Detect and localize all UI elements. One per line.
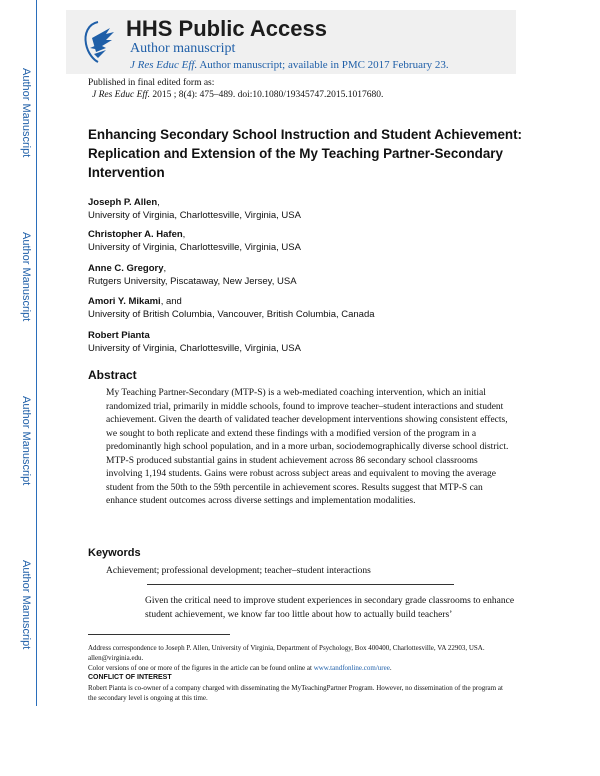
- sidebar-label-text: Author Manuscript: [20, 68, 32, 158]
- published-label: Published in final edited form as:: [88, 78, 215, 88]
- body-intro: Given the critical need to improve student experiences in secondary grade classrooms to enhance student achievement, we know far too little about how to actually build teachers’: [145, 596, 515, 620]
- author-block: [88, 262, 297, 288]
- keywords-heading: Keywords: [88, 547, 141, 559]
- author-affiliation: University of Virginia, Charlottesville, Virginia, USA: [88, 343, 301, 354]
- sidebar-label-text: Author Manuscript: [20, 396, 32, 486]
- coi-text: Robert Pianta is co-owner of a company charged with disseminating the MyTeachingPartner Program. However, no dissemination of the program at the secondary level is ongoing at this time.: [88, 684, 503, 702]
- tandfonline-link[interactable]: www.tandfonline.com/uree: [313, 664, 390, 672]
- author-name: Amori Y. Mikami: [88, 296, 161, 307]
- color-note: [88, 663, 513, 673]
- sidebar-label: [18, 396, 30, 516]
- header-journal-abbrev: J Res Educ Eff.: [130, 59, 198, 71]
- publication-journal-abbrev: J Res Educ Eff.: [92, 90, 151, 100]
- header-availability: [130, 59, 449, 71]
- header-title: HHS Public Access: [126, 16, 327, 41]
- author-block: [88, 196, 301, 222]
- author-name: Anne C. Gregory: [88, 263, 164, 274]
- keywords-text: Achievement; professional development; teacher–student interactions: [106, 566, 371, 576]
- author-affiliation: Rutgers University, Piscataway, New Jersey, USA: [88, 276, 297, 287]
- color-note-text: Color versions of one or more of the figures in the article can be found online at: [88, 664, 314, 672]
- author-suffix: , and: [160, 296, 182, 307]
- author-block: [88, 329, 301, 355]
- sidebar-label-text: Author Manuscript: [20, 560, 32, 650]
- footnotes: [88, 643, 513, 703]
- sidebar-label: [18, 68, 30, 188]
- coi-heading: CONFLICT OF INTEREST: [88, 674, 172, 681]
- section-divider: [147, 584, 454, 585]
- author-suffix: ,: [157, 197, 160, 208]
- correspondence-note: Address correspondence to Joseph P. Allen, University of Virginia, Department of Psychology, Box 400400, Charlottesville, VA 22903, USA. allen@virginia.edu.: [88, 644, 485, 662]
- author-affiliation: University of British Columbia, Vancouver, British Columbia, Canada: [88, 309, 375, 320]
- hhs-eagle-logo-icon: [76, 18, 120, 66]
- author-affiliation: University of Virginia, Charlottesville, Virginia, USA: [88, 210, 301, 221]
- article-title: Enhancing Secondary School Instruction and Student Achievement: Replication and Extension of the My Teaching Partner-Secondary Intervention: [88, 127, 523, 180]
- sidebar-rule: [36, 0, 37, 706]
- author-name: Joseph P. Allen: [88, 197, 158, 208]
- abstract-heading: Abstract: [88, 368, 137, 382]
- header-availability-text: Author manuscript; available in PMC 2017 February 23.: [197, 59, 449, 71]
- color-note-end: .: [389, 664, 392, 672]
- author-suffix: ,: [163, 263, 167, 274]
- sidebar-label-text: Author Manuscript: [20, 232, 32, 322]
- author-name: Christopher A. Hafen: [88, 229, 183, 240]
- author-affiliation: University of Virginia, Charlottesville, Virginia, USA: [88, 242, 301, 253]
- hhs-header: [66, 10, 516, 74]
- publication-citation-text: 2015 ; 8(4): 475–489. doi:10.1080/19345747.2015.1017680.: [150, 90, 384, 100]
- author-block: [88, 228, 301, 254]
- sidebar-label: [18, 232, 30, 352]
- publication-citation: [92, 90, 383, 100]
- author-name: Robert Pianta: [88, 330, 150, 341]
- abstract-text: My Teaching Partner-Secondary (MTP-S) is a web-mediated coaching intervention, which an initial randomized trial, primarily in middle schools, found to improve teacher–student interactions and student achievement. Given the dearth of validated teacher development interventions showing consistent effects, we sought to both replicate and extend these findings with a modified version of the program in a predominantly high school population, and in a more urban, sociodemographically diverse school district. MTP-S produced substantial gains in student achievement across 86 secondary school classrooms involving 1,194 students. Gains were robust across subject areas and equivalent to moving the average student from the 50th to the 59th percentile in achievement scores. Results suggest that MTP-S can enhance student outcomes across diverse settings and implementation modalities.: [106, 388, 509, 506]
- footnote-divider: [88, 634, 230, 635]
- sidebar-label: [18, 560, 30, 680]
- author-suffix: ,: [182, 229, 186, 240]
- header-subtitle: Author manuscript: [130, 41, 236, 56]
- author-block: [88, 295, 375, 321]
